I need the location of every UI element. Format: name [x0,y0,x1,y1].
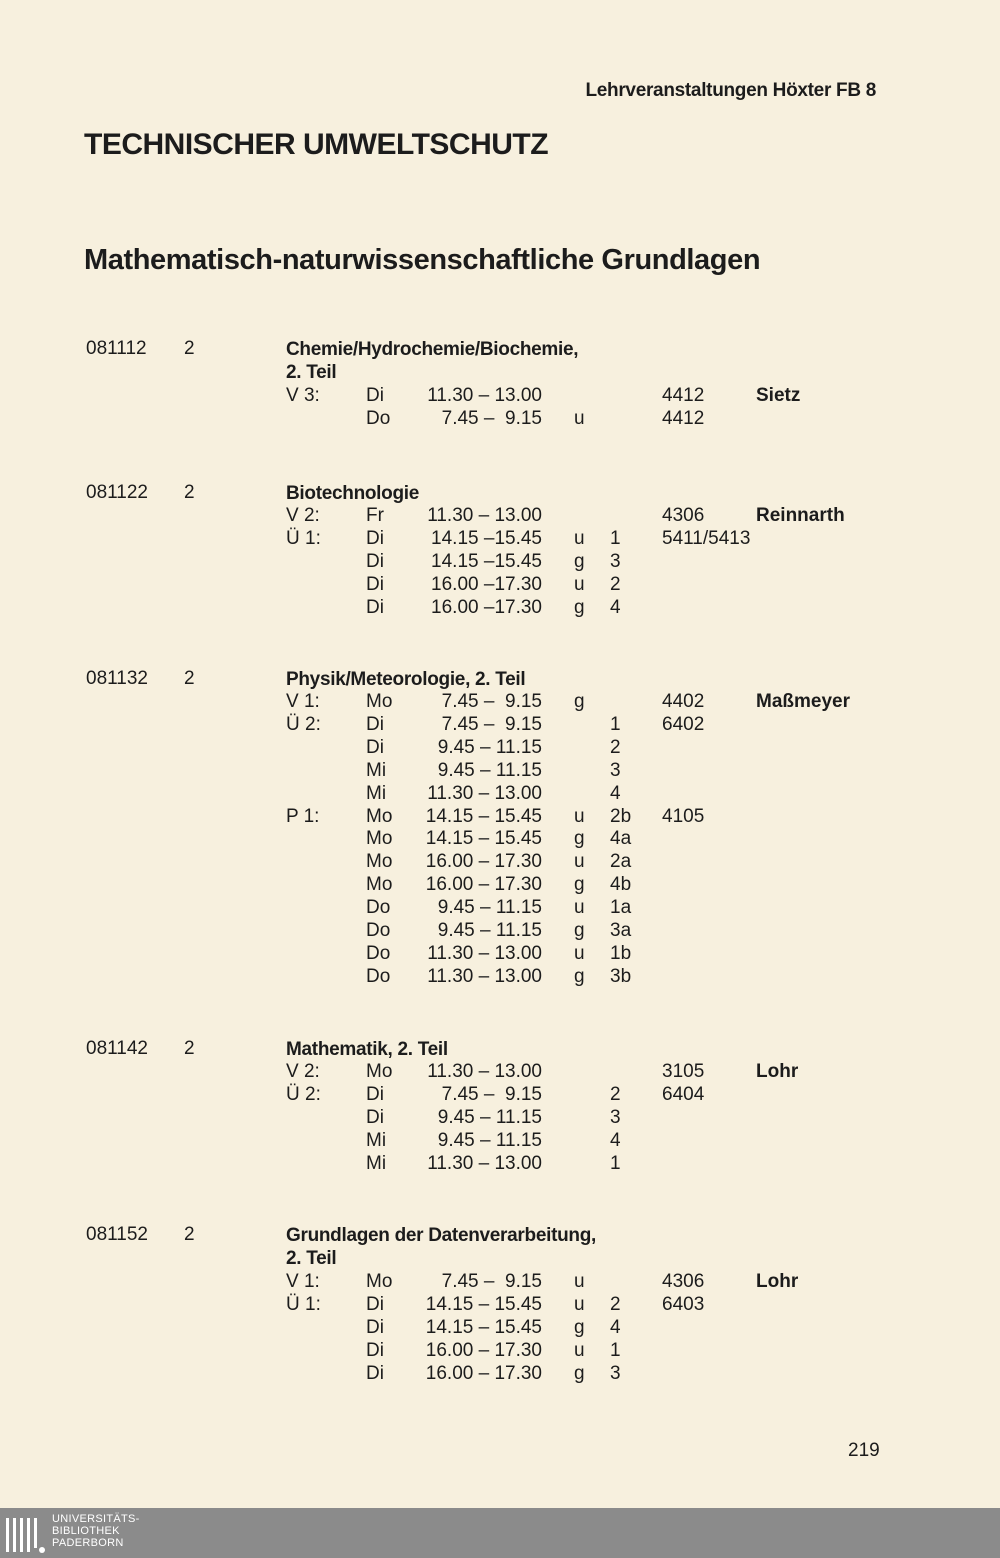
entry-group: 3b [610,965,632,987]
entry-group: 4 [610,1129,621,1151]
entry-day: Mo [366,851,393,873]
entry-week: g [574,1362,585,1384]
entry-group: 2 [610,1293,621,1315]
entry-time: 9.45 – 11.15 [437,736,542,758]
section-title: Mathematisch-naturwissenschaftliche Grundlagen [84,244,761,276]
entry-day: Di [366,1339,384,1361]
entry-type: V 3: [286,385,320,406]
logo-line: UNIVERSITÄTS- [52,1513,140,1525]
entry-room: 6404 [662,1083,705,1105]
schedule-row [0,527,1000,550]
entry-day: Di [366,596,384,618]
course-title: Chemie/Hydrochemie/Biochemie, 2. Teil [286,339,579,383]
entry-day: Di [366,1106,384,1128]
entry-group: 2 [610,1083,621,1105]
entry-type: V 2: [286,505,320,526]
entry-time: 11.30 – 13.00 [427,385,542,406]
entry-day: Di [366,550,384,572]
logo-line: PADERBORN [52,1537,124,1549]
entry-week: u [574,851,585,873]
schedule-row [0,1270,1000,1293]
entry-day: Mi [366,1129,387,1151]
entry-group: 2 [610,573,621,595]
entry-group: 1 [610,1152,621,1174]
entry-group: 1 [610,1339,621,1361]
entry-time: 16.00 –17.30 [431,573,542,595]
entry-group: 3 [610,1106,621,1128]
course-number: 081152 [86,1224,148,1245]
schedule-row [0,690,1000,713]
schedule-row [0,407,1000,430]
entry-week: g [574,1316,585,1338]
schedule-row [0,942,1000,965]
course-sws: 2 [184,668,195,689]
entry-type: V 1: [286,1271,320,1292]
entry-type: Ü 1: [286,1293,321,1315]
entry-day: Mo [366,805,393,827]
entry-lecturer: Lohr [756,1061,799,1082]
course-title: Mathematik, 2. Teil [286,1039,448,1060]
entry-time: 16.00 – 17.30 [425,1362,542,1384]
schedule-row [0,827,1000,850]
schedule-row [0,736,1000,759]
schedule-row [0,873,1000,896]
schedule-row [0,713,1000,736]
entry-time: 14.15 –15.45 [431,527,542,549]
entry-group: 2a [610,851,632,873]
logo-line: BIBLIOTHEK [52,1525,120,1537]
entry-time: 11.30 – 13.00 [427,942,542,964]
entry-day: Mi [366,1152,387,1174]
entry-week: u [574,897,585,919]
entry-room: 4402 [662,691,705,712]
department-title: TECHNISCHER UMWELTSCHUTZ [84,128,549,161]
entry-group: 4 [610,782,621,804]
entry-group: 3 [610,1362,621,1384]
entry-time: 14.15 –15.45 [431,550,542,572]
entry-time: 14.15 – 15.45 [425,828,542,850]
schedule-row [0,1316,1000,1339]
entry-room: 4412 [662,407,705,429]
entry-time: 11.30 – 13.00 [427,505,542,526]
entry-week: g [574,596,585,618]
entry-time: 11.30 – 13.00 [427,782,542,804]
entry-group: 3 [610,550,621,572]
entry-week: g [574,550,585,572]
entry-time: 11.30 – 13.00 [427,965,542,987]
entry-room: 4306 [662,1271,705,1292]
schedule-row [0,596,1000,619]
entry-week: u [574,1293,585,1315]
entry-day: Mi [366,759,387,781]
entry-day: Di [366,713,384,735]
schedule-row [0,1129,1000,1152]
entry-week: u [574,407,585,429]
entry-time: 7.45 – 9.15 [441,691,542,712]
entry-type: Ü 1: [286,527,321,549]
entry-week: u [574,573,585,595]
schedule-row [0,550,1000,573]
entry-day: Do [366,407,391,429]
course-sws: 2 [184,482,195,503]
entry-time: 14.15 – 15.45 [425,1316,542,1338]
entry-group: 3a [610,920,632,941]
entry-time: 7.45 – 9.15 [441,407,542,429]
entry-week: u [574,1339,585,1361]
entry-group: 4b [610,874,632,896]
course-number: 081112 [86,338,147,359]
library-logo-text [52,1513,140,1549]
entry-type: Ü 2: [286,713,321,735]
entry-time: 11.30 – 13.00 [427,1061,542,1082]
entry-group: 3 [610,759,621,781]
schedule-row [0,1339,1000,1362]
entry-time: 16.00 – 17.30 [425,874,542,896]
schedule-row [0,573,1000,596]
entry-time: 9.45 – 11.15 [437,897,542,919]
entry-time: 14.15 – 15.45 [425,805,542,827]
entry-room: 6402 [662,713,705,735]
schedule-row [0,504,1000,527]
entry-group: 1 [610,527,621,549]
entry-lecturer: Reinnarth [756,505,845,526]
entry-time: 16.00 – 17.30 [425,851,542,873]
schedule-row [0,965,1000,988]
entry-day: Di [366,1293,384,1315]
entry-time: 16.00 –17.30 [431,596,542,618]
schedule-row [0,1362,1000,1385]
course-sws: 2 [184,1224,195,1245]
entry-group: 4 [610,1316,621,1338]
entry-time: 7.45 – 9.15 [441,1083,542,1105]
schedule-row [0,896,1000,919]
entry-day: Fr [366,505,384,526]
entry-day: Di [366,573,384,595]
entry-room: 3105 [662,1061,705,1082]
schedule-row [0,759,1000,782]
entry-room: 6403 [662,1293,705,1315]
entry-week: u [574,1271,585,1292]
entry-day: Di [366,1316,384,1338]
entry-day: Mo [366,874,393,896]
entry-group: 2 [610,736,621,758]
entry-time: 9.45 – 11.15 [437,759,542,781]
entry-time: 7.45 – 9.15 [441,1271,542,1292]
entry-room: 4306 [662,505,705,526]
entry-lecturer: Sietz [756,385,801,406]
schedule-row [0,1152,1000,1175]
course-number: 081132 [86,668,148,689]
schedule-row [0,1060,1000,1083]
entry-lecturer: Maßmeyer [756,691,850,712]
entry-time: 16.00 – 17.30 [425,1339,542,1361]
entry-day: Do [366,965,391,987]
entry-week: g [574,874,585,896]
library-logo-icon [4,1512,48,1556]
library-footer-bar [0,1508,1000,1558]
entry-day: Mi [366,782,387,804]
course-title: Biotechnologie [286,483,420,504]
entry-type: P 1: [286,805,320,827]
entry-group: 1a [610,897,632,919]
entry-room: 4412 [662,385,705,406]
entry-week: g [574,828,585,850]
course-sws: 2 [184,1038,195,1059]
entry-week: g [574,691,585,712]
entry-day: Do [366,942,391,964]
course-sws: 2 [184,338,195,359]
entry-day: Di [366,736,384,758]
entry-group: 4a [610,828,632,850]
entry-day: Mo [366,691,393,712]
entry-week: g [574,965,585,987]
schedule-row [0,919,1000,942]
schedule-row [0,850,1000,873]
entry-type: Ü 2: [286,1083,321,1105]
entry-week: u [574,805,585,827]
entry-type: V 1: [286,691,320,712]
entry-time: 11.30 – 13.00 [427,1152,542,1174]
entry-group: 4 [610,596,621,618]
course-title: Grundlagen der Datenverarbeitung, 2. Teil [286,1225,596,1269]
schedule-row [0,1083,1000,1106]
entry-day: Mo [366,1271,393,1292]
entry-day: Do [366,920,391,941]
entry-time: 14.15 – 15.45 [425,1293,542,1315]
entry-group: 1 [610,713,621,735]
entry-day: Di [366,385,384,406]
course-number: 081122 [86,482,148,503]
entry-time: 7.45 – 9.15 [441,713,542,735]
schedule-row [0,805,1000,828]
entry-time: 9.45 – 11.15 [437,1106,542,1128]
entry-room: 4105 [662,805,705,827]
running-header: Lehrveranstaltungen Höxter FB 8 [585,80,876,101]
schedule-row [0,782,1000,805]
entry-room: 5411/5413 [662,527,751,549]
entry-time: 9.45 – 11.15 [437,1129,542,1151]
entry-week: g [574,920,585,941]
entry-day: Di [366,1083,384,1105]
entry-day: Di [366,1362,384,1384]
entry-day: Di [366,527,384,549]
course-number: 081142 [86,1038,148,1059]
entry-week: u [574,527,585,549]
entry-time: 9.45 – 11.15 [437,920,542,941]
entry-lecturer: Lohr [756,1271,799,1292]
schedule-row [0,1293,1000,1316]
schedule-row [0,1106,1000,1129]
entry-day: Mo [366,1061,393,1082]
entry-day: Do [366,897,391,919]
entry-group: 1b [610,942,632,964]
page-number: 219 [848,1440,880,1461]
entry-week: u [574,942,585,964]
schedule-row [0,384,1000,407]
entry-type: V 2: [286,1061,320,1082]
entry-group: 2b [610,805,632,827]
entry-day: Mo [366,828,393,850]
course-title: Physik/Meteorologie, 2. Teil [286,669,526,690]
